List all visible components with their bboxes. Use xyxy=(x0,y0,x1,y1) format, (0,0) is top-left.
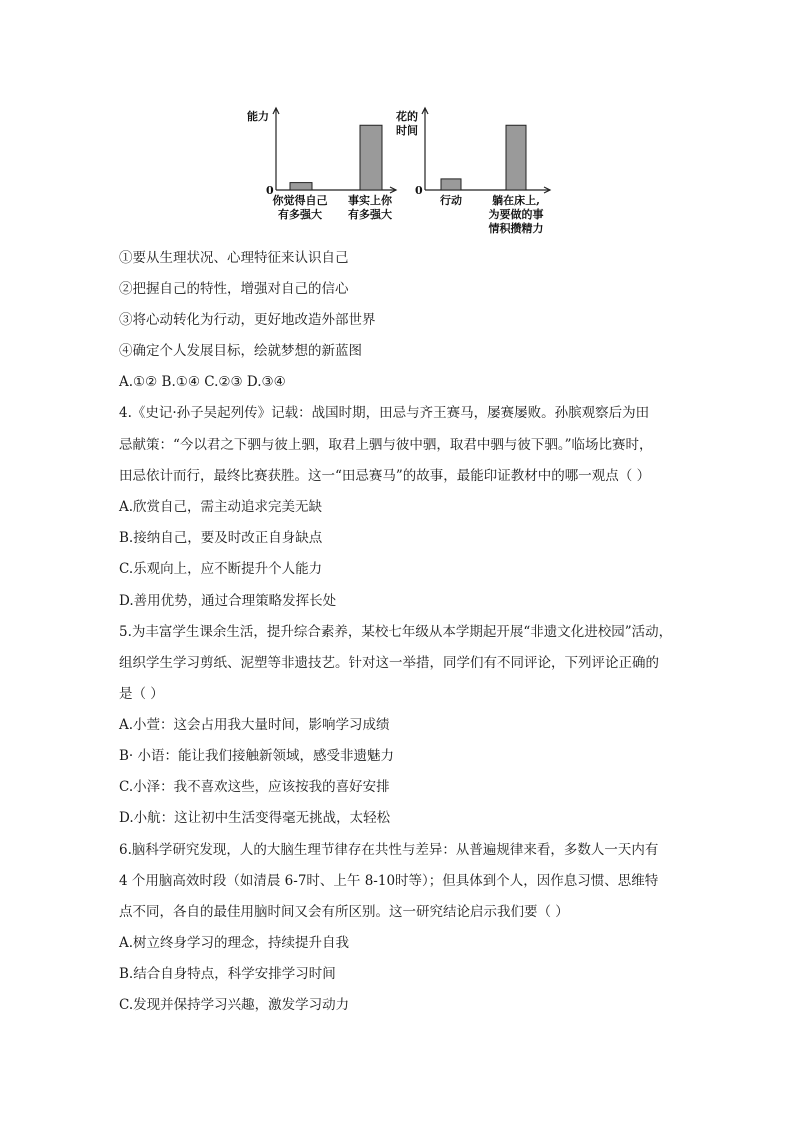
bar xyxy=(441,179,461,190)
category-label: 事实上你 xyxy=(348,194,392,207)
text-line: D.小航：这让初中生活变得毫无挑战，太轻松 xyxy=(119,810,391,826)
text-line: 忌献策：“今以君之下驷与彼上驷，取君上驷与彼中驷，取君中驷与彼下驷。”临场比赛时， xyxy=(119,437,653,453)
category-label: 你觉得自己 xyxy=(272,194,328,207)
text-line: ②把握自己的特性，增强对自己的信心 xyxy=(119,281,349,297)
category-label: 情积攒精力 xyxy=(488,222,544,235)
bar xyxy=(360,125,382,190)
text-line: 4 个用脑高效时段（如清晨 6-7时、上午 8-10时等）；但具体到个人，因作息习惯、思维特 xyxy=(119,873,659,889)
text-line: 5.为丰富学生课余生活，提升综合素养，某校七年级从本学期起开展“非遗文化进校园”活动， xyxy=(119,624,673,640)
category-label: 为要做的事 xyxy=(488,208,544,221)
text-line: A.小萱：这会占用我大量时间，影响学习成绩 xyxy=(119,717,390,733)
text-line: ①要从生理状况、心理特征来认识自己 xyxy=(119,250,349,266)
y-axis-label: 花的 xyxy=(396,110,418,123)
text-line: C.小泽：我不喜欢这些，应该按我的喜好安排 xyxy=(119,779,390,795)
y-axis-label: 能力 xyxy=(247,110,269,123)
text-line: 6.脑科学研究发现，人的大脑生理节律存在共性与差异：从普遍规律来看，多数人一天内有 xyxy=(119,842,659,858)
category-label: 有多强大 xyxy=(348,208,392,221)
category-label: 行动 xyxy=(440,194,462,207)
text-line: 点不同，各自的最佳用脑时间又会有所区别。这一研究结论启示我们要（ ） xyxy=(119,904,569,920)
text-line: 4.《史记·孙子吴起列传》记载：战国时期，田忌与齐王赛马，屡赛屡败。孙膑观察后为田 xyxy=(119,405,650,421)
text-line: B.结合自身特点，科学安排学习时间 xyxy=(119,966,336,982)
category-label: 有多强大 xyxy=(278,208,322,221)
text-line: C.乐观向上，应不断提升个人能力 xyxy=(119,561,323,577)
text-line: A.①② B.①④ C.②③ D.③④ xyxy=(119,374,286,390)
category-label: 躺在床上, xyxy=(492,194,540,207)
text-line: D.善用优势，通过合理策略发挥长处 xyxy=(119,593,337,609)
text-line: ④确定个人发展目标，绘就梦想的新蓝图 xyxy=(119,343,362,359)
text-line: B· 小语：能让我们接触新领域，感受非遗魅力 xyxy=(119,748,395,764)
text-line: ③将心动转化为行动，更好地改造外部世界 xyxy=(119,312,376,328)
y-axis-label: 时间 xyxy=(396,124,418,137)
bar xyxy=(506,125,526,190)
origin-label: 0 xyxy=(415,184,423,197)
text-line: A.树立终身学习的理念，持续提升自我 xyxy=(119,935,350,951)
text-line: 是（ ） xyxy=(119,686,164,702)
bar-charts-figure xyxy=(240,100,570,240)
origin-label: 0 xyxy=(266,184,274,197)
bar xyxy=(290,183,312,190)
text-line: A.欣赏自己，需主动追求完美无缺 xyxy=(119,499,323,515)
text-line: 组织学生学习剪纸、泥塑等非遗技艺。针对这一举措，同学们有不同评论，下列评论正确的 xyxy=(119,655,659,671)
charts-svg xyxy=(240,100,570,240)
text-line: C.发现并保持学习兴趣，激发学习动力 xyxy=(119,997,350,1013)
text-line: 田忌依计而行，最终比赛获胜。这一“田忌赛马”的故事，最能印证教材中的哪一观点（ ） xyxy=(119,468,651,484)
text-line: B.接纳自己，要及时改正自身缺点 xyxy=(119,530,323,546)
